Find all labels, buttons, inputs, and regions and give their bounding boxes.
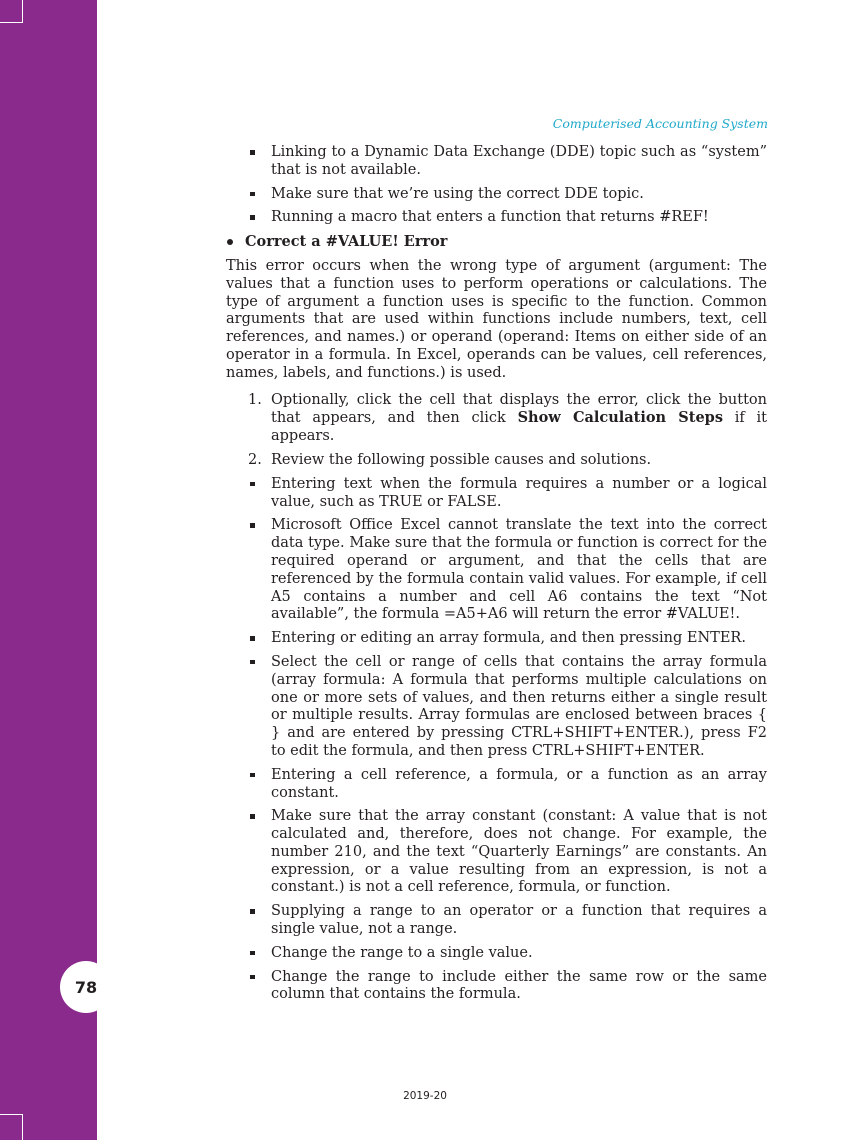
- section-paragraph: This error occurs when the wrong type of argument (argument: The values that a function uses to perform operations or calculations. The type of argument a function uses is specific to the function. Common arguments that are used within functions include numbers, text, cell references, and names.) or operand (operand: Items on either side of an operator in a formula. In Excel, operands can be values, cell references, names, labels, and functions.) is used.: [226, 257, 767, 381]
- list-item: [226, 654, 767, 761]
- square-bullet-icon: [250, 636, 255, 641]
- crop-mark-bottom: [0, 1114, 23, 1141]
- list-item-text: Linking to a Dynamic Data Exchange (DDE) topic such as “system” that is not available.: [271, 144, 767, 178]
- step-text-end: if it appears.: [271, 410, 767, 445]
- page-content: [226, 144, 767, 1010]
- list-item-text: Entering or editing an array formula, and then pressing ENTER.: [271, 630, 746, 647]
- list-item: [226, 144, 767, 180]
- list-item-text: Make sure that the array constant (constant: A value that is not calculated and, therefore, does not change. For example, the number 210, and the text “Quarterly Earnings” are constants. An expression, or a value resulting from an expression, is not a constant.) is not a cell reference, formula, or function.: [271, 808, 767, 896]
- list-item: [226, 186, 767, 204]
- list-item-text: Supplying a range to an operator or a function that requires a single value, not a range.: [271, 903, 767, 938]
- page-number-badge: 78: [60, 961, 112, 1013]
- list-item: [226, 945, 767, 963]
- square-bullet-icon: [250, 951, 255, 956]
- running-head: Computerised Accounting System: [552, 116, 768, 131]
- square-bullet-icon: [250, 814, 255, 819]
- square-bullet-icon: [250, 773, 255, 778]
- list-item-text: Change the range to include either the same row or the same column that contains the formula.: [271, 968, 767, 1003]
- square-bullet-icon: [250, 660, 255, 665]
- step-text: Review the following possible causes and solutions.: [271, 451, 652, 468]
- square-bullet-icon: [250, 192, 255, 197]
- list-item: [226, 808, 767, 897]
- list-item-text: Entering a cell reference, a formula, or a function as an array constant.: [271, 766, 767, 801]
- list-item-text: Make sure that we’re using the correct DDE topic.: [271, 185, 644, 202]
- square-bullet-icon: [250, 523, 255, 528]
- crop-mark-top: [0, 0, 23, 23]
- list-item: [226, 209, 767, 227]
- list-item-text: Entering text when the formula requires a number or a logical value, such as TRUE or FALSE.: [271, 475, 767, 510]
- list-item: [226, 767, 767, 803]
- footer-year: 2019-20: [403, 1090, 447, 1102]
- list-item: [226, 903, 767, 939]
- step-bold-text: Show Calculation Steps: [517, 409, 723, 427]
- section-heading-text: Correct a #VALUE! Error: [245, 233, 448, 251]
- square-bullet-icon: [250, 150, 255, 155]
- round-bullet-icon: [227, 239, 233, 245]
- list-item-text: Select the cell or range of cells that contains the array formula (array formula: A formula that performs multiple calculations on one or more sets of values, and then returns either a single result or multiple results. Array formulas are enclosed between braces { } and are entered by pressing CTRL+SHIFT+ENTER.), press F2 to edit the formula, and then press CTRL+SHIFT+ENTER.: [271, 653, 767, 759]
- square-bullet-icon: [250, 482, 255, 487]
- square-bullet-icon: [250, 909, 255, 914]
- list-item: [226, 517, 767, 624]
- step-number: 1.: [248, 391, 262, 408]
- square-bullet-icon: [250, 975, 255, 980]
- list-item: [226, 969, 767, 1005]
- numbered-step: [226, 392, 767, 446]
- section-heading: [226, 233, 767, 251]
- list-item: [226, 630, 767, 648]
- step-text-start: Optionally, click the cell that displays the error, click the button that appears, and then click: [271, 391, 767, 427]
- list-item-text: Microsoft Office Excel cannot translate the text into the correct data type. Make sure that the formula or function is correct for the required operand or argument, and that the cells that are referenced by the formula contain valid values. For example, if cell A5 contains a number and cell A6 contains the text “Not available”, the formula =A5+A6 will return the error #VALUE!.: [271, 517, 767, 623]
- list-item: [226, 476, 767, 512]
- list-item-text: Change the range to a single value.: [271, 944, 533, 961]
- list-item-text: Running a macro that enters a function that returns #REF!: [271, 209, 709, 226]
- square-bullet-icon: [250, 215, 255, 220]
- step-number: 2.: [248, 451, 262, 468]
- numbered-step: [226, 452, 767, 470]
